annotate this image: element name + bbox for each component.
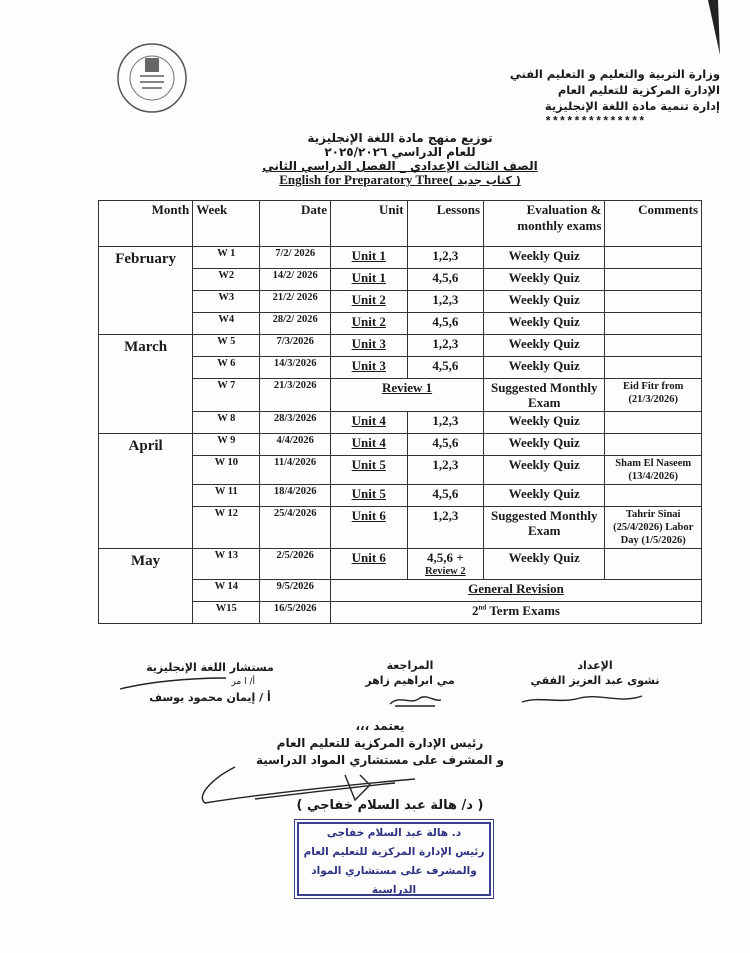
evaluation-cell: Weekly Quiz [484,485,605,507]
date-cell: 28/3/2026 [260,412,331,434]
unit-cell: Unit 1 [331,247,408,269]
comment-cell [605,291,702,313]
unit-cell: Unit 2 [331,291,408,313]
lessons-cell [407,291,484,313]
evaluation-cell: Suggested Monthly Exam [484,379,605,412]
ministry-line: وزارة التربية والتعليم و التعليم الفني [509,67,720,81]
unit-cell: Unit 4 [331,412,408,434]
header-evaluation: Evaluation & monthly exams [484,201,605,247]
evaluation-cell: Weekly Quiz [484,269,605,291]
title-line-3: الصف الثالث الإعدادي _ الفصل الدراسي الثاني [262,159,538,173]
comment-cell [605,335,702,357]
lessons-cell [407,313,484,335]
head-title-line-2: و المشرف على مستشاري المواد الدراسية [255,753,505,767]
lessons-value: 1,2,3 [432,248,459,263]
week-cell: W2 [193,269,260,291]
advisor-signature-scribble [118,672,228,692]
date-cell: 14/2/ 2026 [260,269,331,291]
header-comments: Comments [605,201,702,247]
lessons-cell [407,357,484,379]
date-cell: 7/3/2026 [260,335,331,357]
evaluation-cell: Suggested Monthly Exam [484,507,605,549]
preparer-title: الإعداد [577,659,613,672]
title-line-2: للعام الدراسي ٢٠٢٥/٢٠٢٦ [324,145,476,159]
date-cell: 2/5/2026 [260,549,331,580]
header-week: Week [193,201,260,247]
week-cell: W 9 [193,434,260,456]
unit-cell: Unit 6 [331,549,408,580]
term-exams-label: Term Exams [486,603,560,618]
lessons-cell [407,456,484,485]
stamp-line: والمشرف على مستشاري المواد الدراسية [311,865,477,896]
lessons-value: 1,2,3 [432,457,459,472]
week-cell: W 11 [193,485,260,507]
comment-cell [605,549,702,580]
unit-cell: Unit 2 [331,313,408,335]
unit-cell: Unit 5 [331,485,408,507]
comment-cell [605,485,702,507]
reviewer-signature-scribble [385,690,445,708]
evaluation-cell: Weekly Quiz [484,549,605,580]
approval-block [220,718,540,769]
month-cell: May [99,549,193,624]
ministry-line: الإدارة المركزية للتعليم العام [557,83,720,97]
date-cell: 9/5/2026 [260,580,331,602]
week-cell: W 13 [193,549,260,580]
head-name: ( د/ هالة عبد السلام خفاجي ) [296,798,484,813]
date-cell: 16/5/2026 [260,602,331,624]
week-cell: W 12 [193,507,260,549]
header-unit: Unit [331,201,408,247]
comment-cell: Tahrir Sinai (25/4/2026) Labor Day (1/5/2026) [605,507,702,549]
lessons-value: 4,5,6 [432,435,459,450]
new-book-note: ( كتاب جديد ) [448,174,521,187]
lessons-cell [407,549,484,580]
stamp-line: رئيس الإدارة المركزية للتعليم العام [303,846,485,858]
lessons-cell [407,335,484,357]
date-cell: 11/4/2026 [260,456,331,485]
reviewer-title: المراجعة [386,659,434,672]
page-edge-mark [706,0,726,60]
date-cell: 14/3/2026 [260,357,331,379]
review-2-note: Review 2 [425,566,466,577]
lessons-cell [407,412,484,434]
official-stamp [297,822,491,896]
term-number: 2 [472,603,479,618]
general-revision-cell: General Revision [331,580,702,602]
term-exams-cell [331,602,702,624]
comment-cell: Eid Fitr from (21/3/2026) [605,379,702,412]
evaluation-cell: Weekly Quiz [484,456,605,485]
lessons-value: 4,5,6 [432,314,459,329]
preparer-name: نشوى عبد العزيز الفقي [530,674,660,687]
week-cell: W 7 [193,379,260,412]
comment-cell [605,247,702,269]
week-cell: W 6 [193,357,260,379]
stars-divider: ************** [544,115,646,129]
lessons-value: 4,5,6 [432,358,459,373]
comment-cell [605,412,702,434]
unit-cell: Unit 6 [331,507,408,549]
approve-label: يعتمد ،،، [355,719,405,733]
week-cell: W 1 [193,247,260,269]
table-row [99,335,702,357]
ministry-line: إدارة تنمية مادة اللغة الإنجليزية [544,99,720,113]
lessons-cell [407,485,484,507]
head-title-line-1: رئيس الإدارة المركزية للتعليم العام [276,736,484,750]
evaluation-cell: Weekly Quiz [484,434,605,456]
lessons-value: 4,5,6 [432,270,459,285]
comment-cell [605,434,702,456]
comment-cell [605,269,702,291]
week-cell: W4 [193,313,260,335]
title-line-4 [190,173,610,188]
preparer-signature-block [510,658,680,688]
comment-cell [605,313,702,335]
evaluation-cell: Weekly Quiz [484,313,605,335]
advisor-handwritten-sig: أ/ ا مر [231,677,255,687]
table-row [99,434,702,456]
week-cell: W15 [193,602,260,624]
date-cell: 21/3/2026 [260,379,331,412]
advisor-name: أ / إيمان محمود يوسف [149,691,271,704]
evaluation-cell: Weekly Quiz [484,291,605,313]
course-title: English for Preparatory Three [279,172,449,187]
lessons-cell [407,247,484,269]
unit-cell: Unit 1 [331,269,408,291]
review-cell: Review 1 [331,379,484,412]
evaluation-cell: Weekly Quiz [484,357,605,379]
evaluation-cell: Weekly Quiz [484,247,605,269]
document-titles [190,131,610,188]
lessons-value: 1,2,3 [432,508,459,523]
advisor-title: مستشار اللغة الإنجليزية [146,661,274,674]
table-header-row [99,201,702,247]
header-date: Date [260,201,331,247]
comment-cell [605,357,702,379]
week-cell: W 14 [193,580,260,602]
ministry-header [510,66,720,130]
title-line-1: توزيع منهج مادة اللغة الإنجليزية [307,131,493,145]
ordinal-suffix: nd [478,603,487,612]
unit-cell: Unit 3 [331,357,408,379]
month-cell: April [99,434,193,549]
date-cell: 28/2/ 2026 [260,313,331,335]
table-row [99,549,702,580]
week-cell: W 10 [193,456,260,485]
lessons-value: 4,5,6 + [426,550,464,565]
date-cell: 21/2/ 2026 [260,291,331,313]
lessons-cell [407,507,484,549]
week-cell: W 8 [193,412,260,434]
header-lessons: Lessons [407,201,484,247]
curriculum-table [98,200,702,624]
date-cell: 18/4/2026 [260,485,331,507]
stamp-line: د. هالة عبد السلام خفاجى [326,827,462,839]
month-cell: March [99,335,193,434]
date-cell: 7/2/ 2026 [260,247,331,269]
month-cell: February [99,247,193,335]
preparer-signature-scribble [520,690,645,708]
reviewer-name: مي ابراهيم زاهر [365,674,455,687]
evaluation-cell: Weekly Quiz [484,412,605,434]
unit-cell: Unit 4 [331,434,408,456]
reviewer-signature-block [335,658,485,688]
comment-cell: Sham El Naseem (13/4/2026) [605,456,702,485]
date-cell: 25/4/2026 [260,507,331,549]
lessons-cell [407,434,484,456]
lessons-value: 1,2,3 [432,292,459,307]
week-cell: W3 [193,291,260,313]
header-month: Month [99,201,193,247]
lessons-value: 1,2,3 [432,336,459,351]
unit-cell: Unit 3 [331,335,408,357]
lessons-value: 4,5,6 [432,486,459,501]
ministry-seal-logo [116,42,188,114]
lessons-cell [407,269,484,291]
week-cell: W 5 [193,335,260,357]
date-cell: 4/4/2026 [260,434,331,456]
table-row [99,247,702,269]
evaluation-cell: Weekly Quiz [484,335,605,357]
unit-cell: Unit 5 [331,456,408,485]
lessons-value: 1,2,3 [432,413,459,428]
